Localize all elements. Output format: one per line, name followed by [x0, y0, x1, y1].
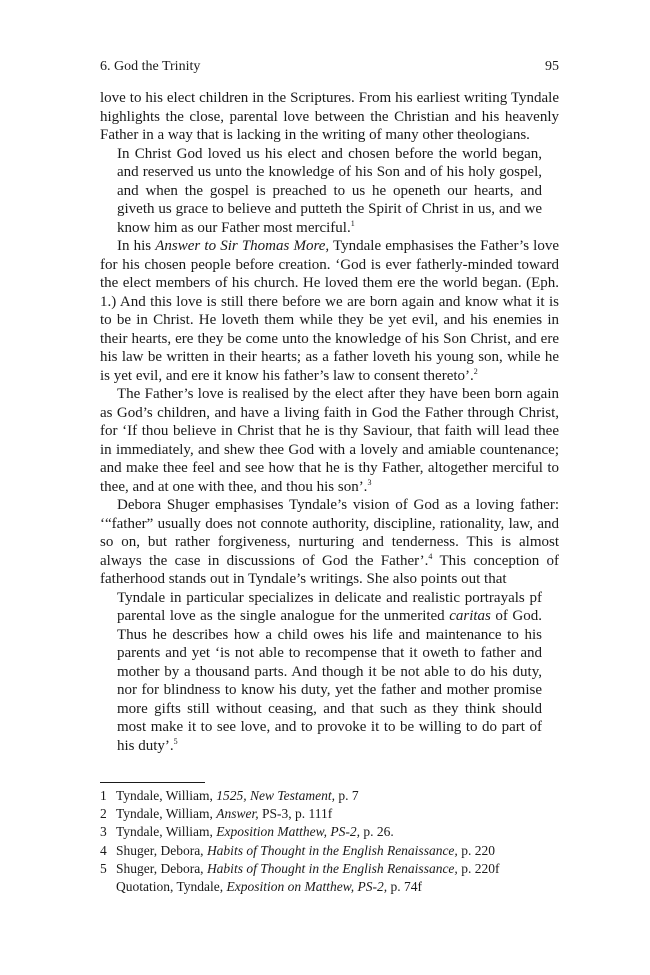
footnote-ref-5[interactable]: 5 [173, 736, 178, 746]
footnote-2 [100, 805, 559, 823]
paragraph-4-body: Debora Shuger emphasises Tyndale’s vision of God as a loving father: ‘“father” usually does not connote authority, discipline, rationality, law, and so on, but rather forgiveness, nurturing and tenderness. This is almost always the case in discussions of God the Father’. [100, 497, 559, 569]
footnote-text [116, 860, 559, 896]
footnote-1 [100, 787, 559, 805]
book-title-answer: Answer to Sir Thomas More, [155, 238, 330, 254]
footnote-5-line-2 [116, 878, 559, 896]
footnote-number: 3 [100, 824, 107, 840]
footnote-text [116, 787, 559, 805]
footnote-page: p. 74f [387, 879, 423, 895]
footnote-page: p. 7 [335, 788, 359, 803]
footnote-3 [100, 823, 559, 841]
section-title: 6. God the Trinity [100, 59, 201, 74]
footnote-page: p. 220f [457, 860, 500, 876]
footnote-text [116, 823, 559, 841]
block-quote-2 [117, 589, 542, 756]
footnote-number: 4 [100, 842, 107, 858]
paragraph-2-body: Tyndale emphasises the Father’s love for his chosen people before creation. ‘God is ever fatherly-minded toward the elect members of his church. He loved them ere the world began. (Eph. 1.) And this love is still there before we are born again and know what it is to be in Christ. He loveth them while they be yet evil, and his enemies in their hearts, ere they be come unto the knowledge of his Son Christ, and ere his law be written in their hearts; as a father loveth his young son, while he is yet evil, and ere it know his father’s law to consent thereto’. [100, 238, 560, 384]
page-number: 95 [545, 59, 559, 74]
paragraph-2 [100, 237, 559, 385]
paragraph-2-lead: In his [117, 238, 156, 254]
block-quote-1-text: In Christ God loved us his elect and chosen before the world began, and reserved us unto the knowledge of his Son and of his holy gospel, and when the gospel is preached to us he openeth our hearts, and giveth us grace to believe and putteth the Spirit of Christ in us, and we know him as our Father most merciful. [117, 145, 542, 236]
footnote-number: 1 [100, 788, 107, 803]
footnote-page: PS-3, p. 111f [258, 806, 333, 822]
footnote-ref-1[interactable]: 1 [350, 218, 355, 228]
footnote-title: Exposition on Matthew, PS-2, [226, 879, 388, 895]
block-quote-1 [117, 145, 542, 238]
footnote-title: 1525, New Testament, [216, 788, 336, 803]
footnote-author: Tyndale, William, [116, 788, 217, 803]
footnote-title: Habits of Thought in the English Renaissance, [206, 842, 458, 858]
footnote-ref-2[interactable]: 2 [473, 366, 478, 376]
footnote-4 [100, 842, 559, 860]
paragraph-4 [100, 496, 559, 589]
footnote-5-line-1 [116, 860, 559, 878]
footnote-5 [100, 860, 559, 896]
footnote-divider [100, 782, 205, 783]
footnote-text [116, 805, 559, 823]
footnote-author: Shuger, Debora, [116, 842, 207, 858]
footnote-author: Shuger, Debora, [116, 860, 207, 876]
paragraph-1: love to his elect children in the Scriptures. From his earliest writing Tyndale highlights the close, parental love between the Christian and his heavenly Father in a way that is lacking in the writing of many other theologians. [100, 90, 559, 143]
paragraph-4-tail: This conception of fatherhood stands out in Tyndale’s writings. She also points out that [100, 552, 559, 587]
footnote-title: Habits of Thought in the English Renaissance, [206, 860, 458, 876]
footnote-author: Tyndale, William, [116, 806, 217, 822]
footnote-text [116, 842, 559, 860]
footnote-ref-3[interactable]: 3 [367, 477, 372, 487]
footnote-number: 2 [100, 806, 107, 822]
main-text [100, 89, 559, 755]
footnotes [100, 787, 559, 896]
paragraph-3-body: The Father’s love is realised by the elect after they have been born again as God’s children, and have a living faith in God the Father through Christ, for ‘If thou believe in Christ that he is thy Saviour, that faith will lead thee in immediately, and shew thee God with a lovely and amiable countenance; and make thee feel and see how that he is thy Father, altogether merciful to thee, and at one with thee, and thou his son’. [100, 386, 559, 495]
block-quote-2-body: of God. Thus he describes how a child owes his life and maintenance to his parents and yet ‘is not able to recompense that it oweth to father and mother by a thousand parts. And though it be not able to do his duty, nor for blindness to know his duty, yet the father and mother promise more gifts still without ceasing, and that such as they think should most make it to see love, and to provoke it to be willing to do part of his duty’. [117, 608, 542, 754]
footnote-page: p. 220 [457, 842, 495, 858]
footnote-title: Answer, [216, 806, 259, 822]
footnote-author: Quotation, Tyndale, [116, 879, 227, 895]
footnote-title: Exposition Matthew, PS-2, [216, 824, 360, 840]
footnote-author: Tyndale, William, [116, 824, 217, 840]
paragraph-3 [100, 385, 559, 496]
caritas-term: caritas [449, 608, 491, 624]
block-quote-2-lead: Tyndale in particular specializes in delicate and realistic portrayals pf parental love as the single analogue for the unmerited [117, 589, 542, 624]
footnote-number: 5 [100, 860, 107, 876]
footnote-ref-4[interactable]: 4 [428, 551, 433, 561]
footnote-page: p. 26. [359, 824, 394, 840]
